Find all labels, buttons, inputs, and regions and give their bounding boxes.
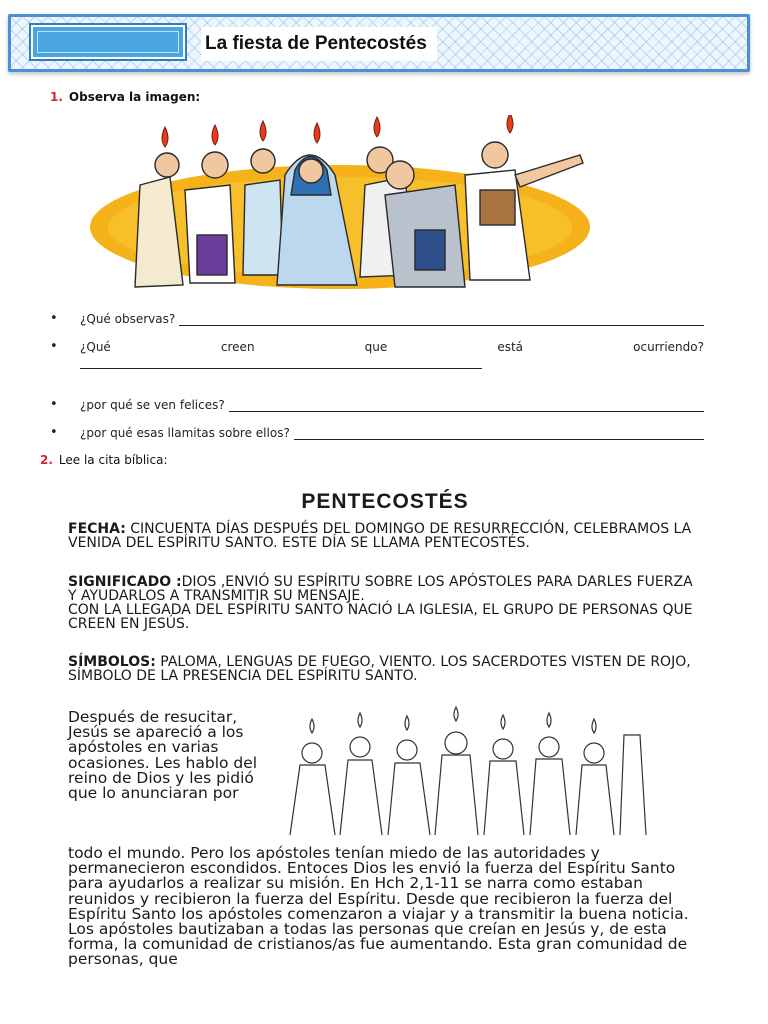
simbolos-block: SÍMBOLOS: PALOMA, LENGUAS DE FUEGO, VIENTO. LOS SACERDOTES VISTEN DE ROJO, SÍMBOLO DE LA PRESENCIA DEL ESPÍRITU SANTO. bbox=[68, 654, 691, 684]
bullet-icon: • bbox=[50, 339, 58, 354]
section-2-heading-text: Lee la cita bíblica: bbox=[58, 453, 168, 467]
list-item bbox=[50, 339, 704, 354]
list-item: • ¿Qué observas? bbox=[50, 311, 704, 326]
list-item: • ¿por qué esas llamitas sobre ellos? bbox=[50, 425, 704, 440]
answer-line[interactable] bbox=[179, 314, 704, 326]
answer-line[interactable] bbox=[229, 400, 704, 412]
fecha-block: FECHA: CINCUENTA DÍAS DESPUÉS DEL DOMINGO DE RESURRECCIÓN, CELEBRAMOS LA VENIDA DEL ESPÍRITU SANTO. ESTE DÍA SE LLAMA PENTECOSTÉS. bbox=[68, 521, 692, 551]
section-2-heading bbox=[40, 453, 168, 467]
section-1-heading bbox=[50, 90, 200, 104]
header-decorative-box bbox=[31, 25, 185, 59]
section-1-number: 1. bbox=[50, 90, 63, 104]
bullet-icon: • bbox=[50, 397, 58, 412]
apostles-line-drawing bbox=[280, 705, 650, 845]
page-header bbox=[8, 14, 750, 72]
page-title: La fiesta de Pentecostés bbox=[201, 27, 437, 61]
section-1-heading-text: Observa la imagen: bbox=[68, 90, 201, 104]
pentecost-illustration bbox=[85, 115, 605, 305]
card-title: PENTECOSTÉS bbox=[301, 490, 469, 513]
story-text-start: Después de resucitar, Jesús se apareció a los apóstoles en varias ocasiones. Les hablo del reino de Dios y les pidió que lo anunciaran por bbox=[68, 708, 258, 803]
pentecost-card bbox=[60, 480, 710, 1024]
bullet-icon: • bbox=[50, 425, 58, 440]
list-item: • ¿por qué se ven felices? bbox=[50, 397, 704, 412]
story-text-continued: todo el mundo. Pero los apóstoles tenían miedo de las autoridades y permanecieron escondidos. Entoces Dios les envió la fuerza del Espíritu Santo para ayudarlos a realizar su misión. En Hch 2,1-11 se narra como estaban reunidos y recibieron la fuerza del Espíritu. Desde que recibieron la fuerza del Espíritu Santo los apóstoles comenzaron a viajar y a transmitir la buena noticia. Los apóstoles bautizaban a todas las personas que creían en Jesús y, de esta forma, la comunidad de cristianos/as fue aumentando. Esta gran comunidad de personas, que bbox=[68, 844, 689, 969]
answer-line[interactable] bbox=[294, 428, 704, 440]
bullet-icon: • bbox=[50, 311, 58, 326]
section-2-number: 2. bbox=[40, 453, 53, 467]
answer-line[interactable] bbox=[80, 368, 482, 369]
significado-block: SIGNIFICADO :DIOS ,ENVIÓ SU ESPÍRITU SOBRE LOS APÓSTOLES PARA DARLES FUERZA Y AYUDARLOS A TRANSMITIR SU MENSAJE. CON LA LLEGADA DEL ESPÍRITU SANTO NACIÓ LA IGLESIA, EL GRUPO DE PERSONAS QUE CREEN EN JESÚS. bbox=[68, 574, 693, 632]
spread-question: ¿Qué creen que está ocurriendo? bbox=[80, 340, 704, 354]
